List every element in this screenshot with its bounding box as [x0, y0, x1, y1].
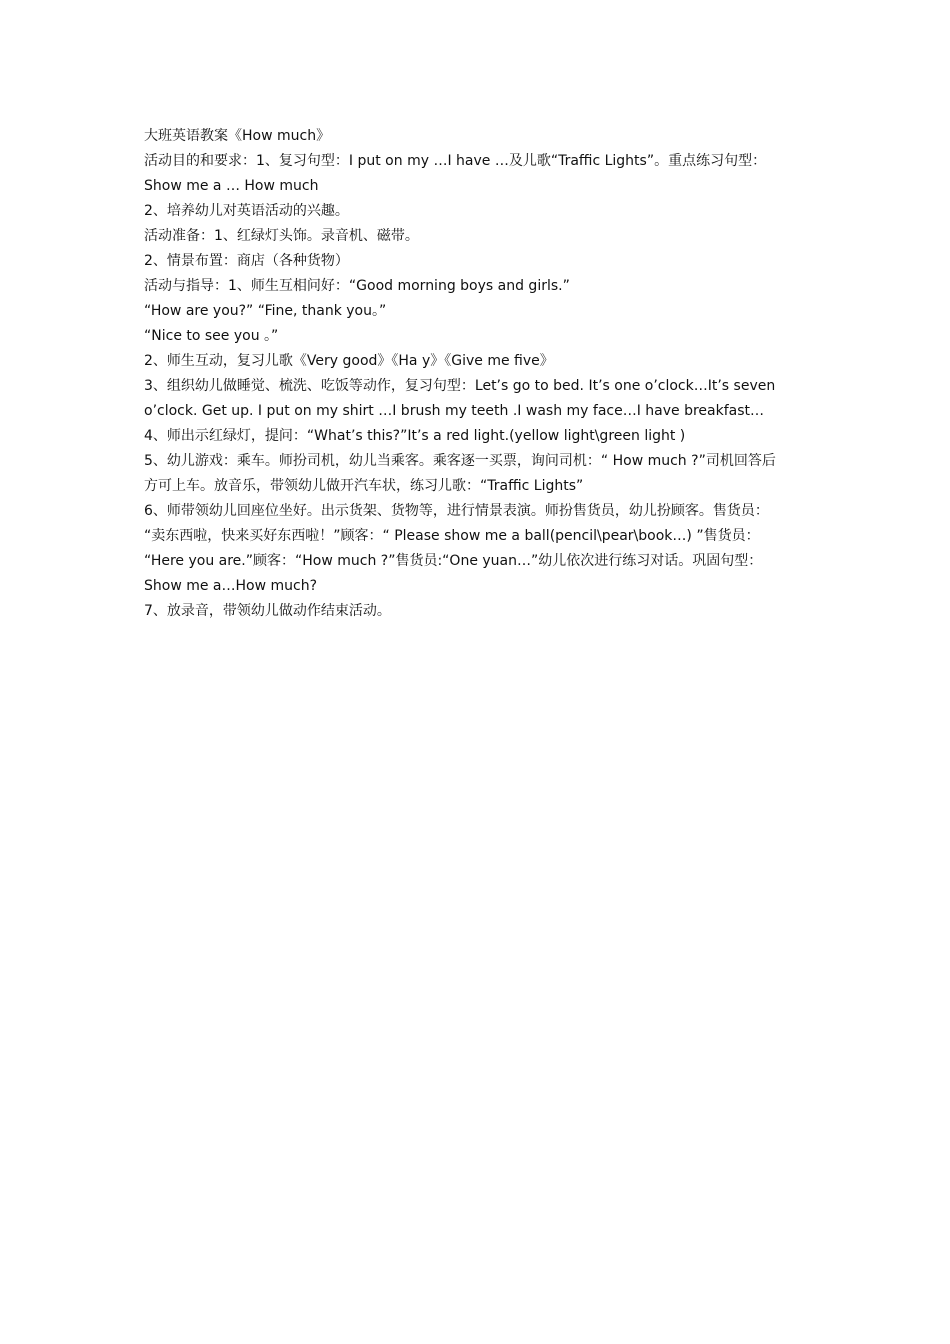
paragraph-line: 活动准备：1、红绿灯头饰。录音机、磁带。 — [144, 228, 419, 244]
paragraph-line: “How are you?” “Fine, thank you。” — [144, 303, 387, 319]
paragraph-line: 6、师带领幼儿回座位坐好。出示货架、货物等，进行情景表演。师扮售货员，幼儿扮顾客。售货员： — [144, 503, 769, 519]
paragraph-line: 2、培养幼儿对英语活动的兴趣。 — [144, 203, 349, 219]
paragraph-line: “Nice to see you 。” — [144, 328, 279, 344]
paragraph-line: 5、幼儿游戏：乘车。师扮司机，幼儿当乘客。乘客逐一买票，询问司机：“ How much ?”司机回答后 — [144, 453, 776, 469]
document-body — [144, 124, 812, 624]
paragraph-line: 3、组织幼儿做睡觉、梳洗、吃饭等动作，复习句型：Let’s go to bed. It’s one o’clock…It’s seven — [144, 378, 776, 394]
paragraph-line: Show me a … How much — [144, 178, 319, 194]
paragraph-line: 2、师生互动，复习儿歌《Very good》《Ha y》《Give me five》 — [144, 353, 554, 369]
paragraph-line: o’clock. Get up. I put on my shirt …I brush my teeth .I wash my face…I have breakfast… — [144, 403, 765, 419]
paragraph-line: 2、情景布置：商店（各种货物） — [144, 253, 349, 269]
paragraph-line: “卖东西啦，快来买好东西啦！”顾客：“ Please show me a ball(pencil\pear\book…) ”售货员： — [144, 528, 760, 544]
paragraph-line: 活动与指导：1、师生互相问好：“Good morning boys and girls.” — [144, 278, 570, 294]
document-title: 大班英语教案《How much》 — [144, 128, 331, 144]
paragraph-line: 4、师出示红绿灯，提问：“What’s this?”It’s a red light.(yellow light\green light ) — [144, 428, 686, 444]
paragraph-line: “Here you are.”顾客：“How much ?”售货员:“One yuan…”幼儿依次进行练习对话。巩固句型： — [144, 553, 763, 569]
paragraph-line: Show me a…How much? — [144, 578, 318, 594]
paragraph-line: 活动目的和要求：1、复习句型：I put on my …I have …及儿歌“Traffic Lights”。重点练习句型： — [144, 153, 767, 169]
paragraph-line: 方可上车。放音乐，带领幼儿做开汽车状，练习儿歌：“Traffic Lights” — [144, 478, 584, 494]
paragraph-line: 7、放录音，带领幼儿做动作结束活动。 — [144, 603, 391, 619]
